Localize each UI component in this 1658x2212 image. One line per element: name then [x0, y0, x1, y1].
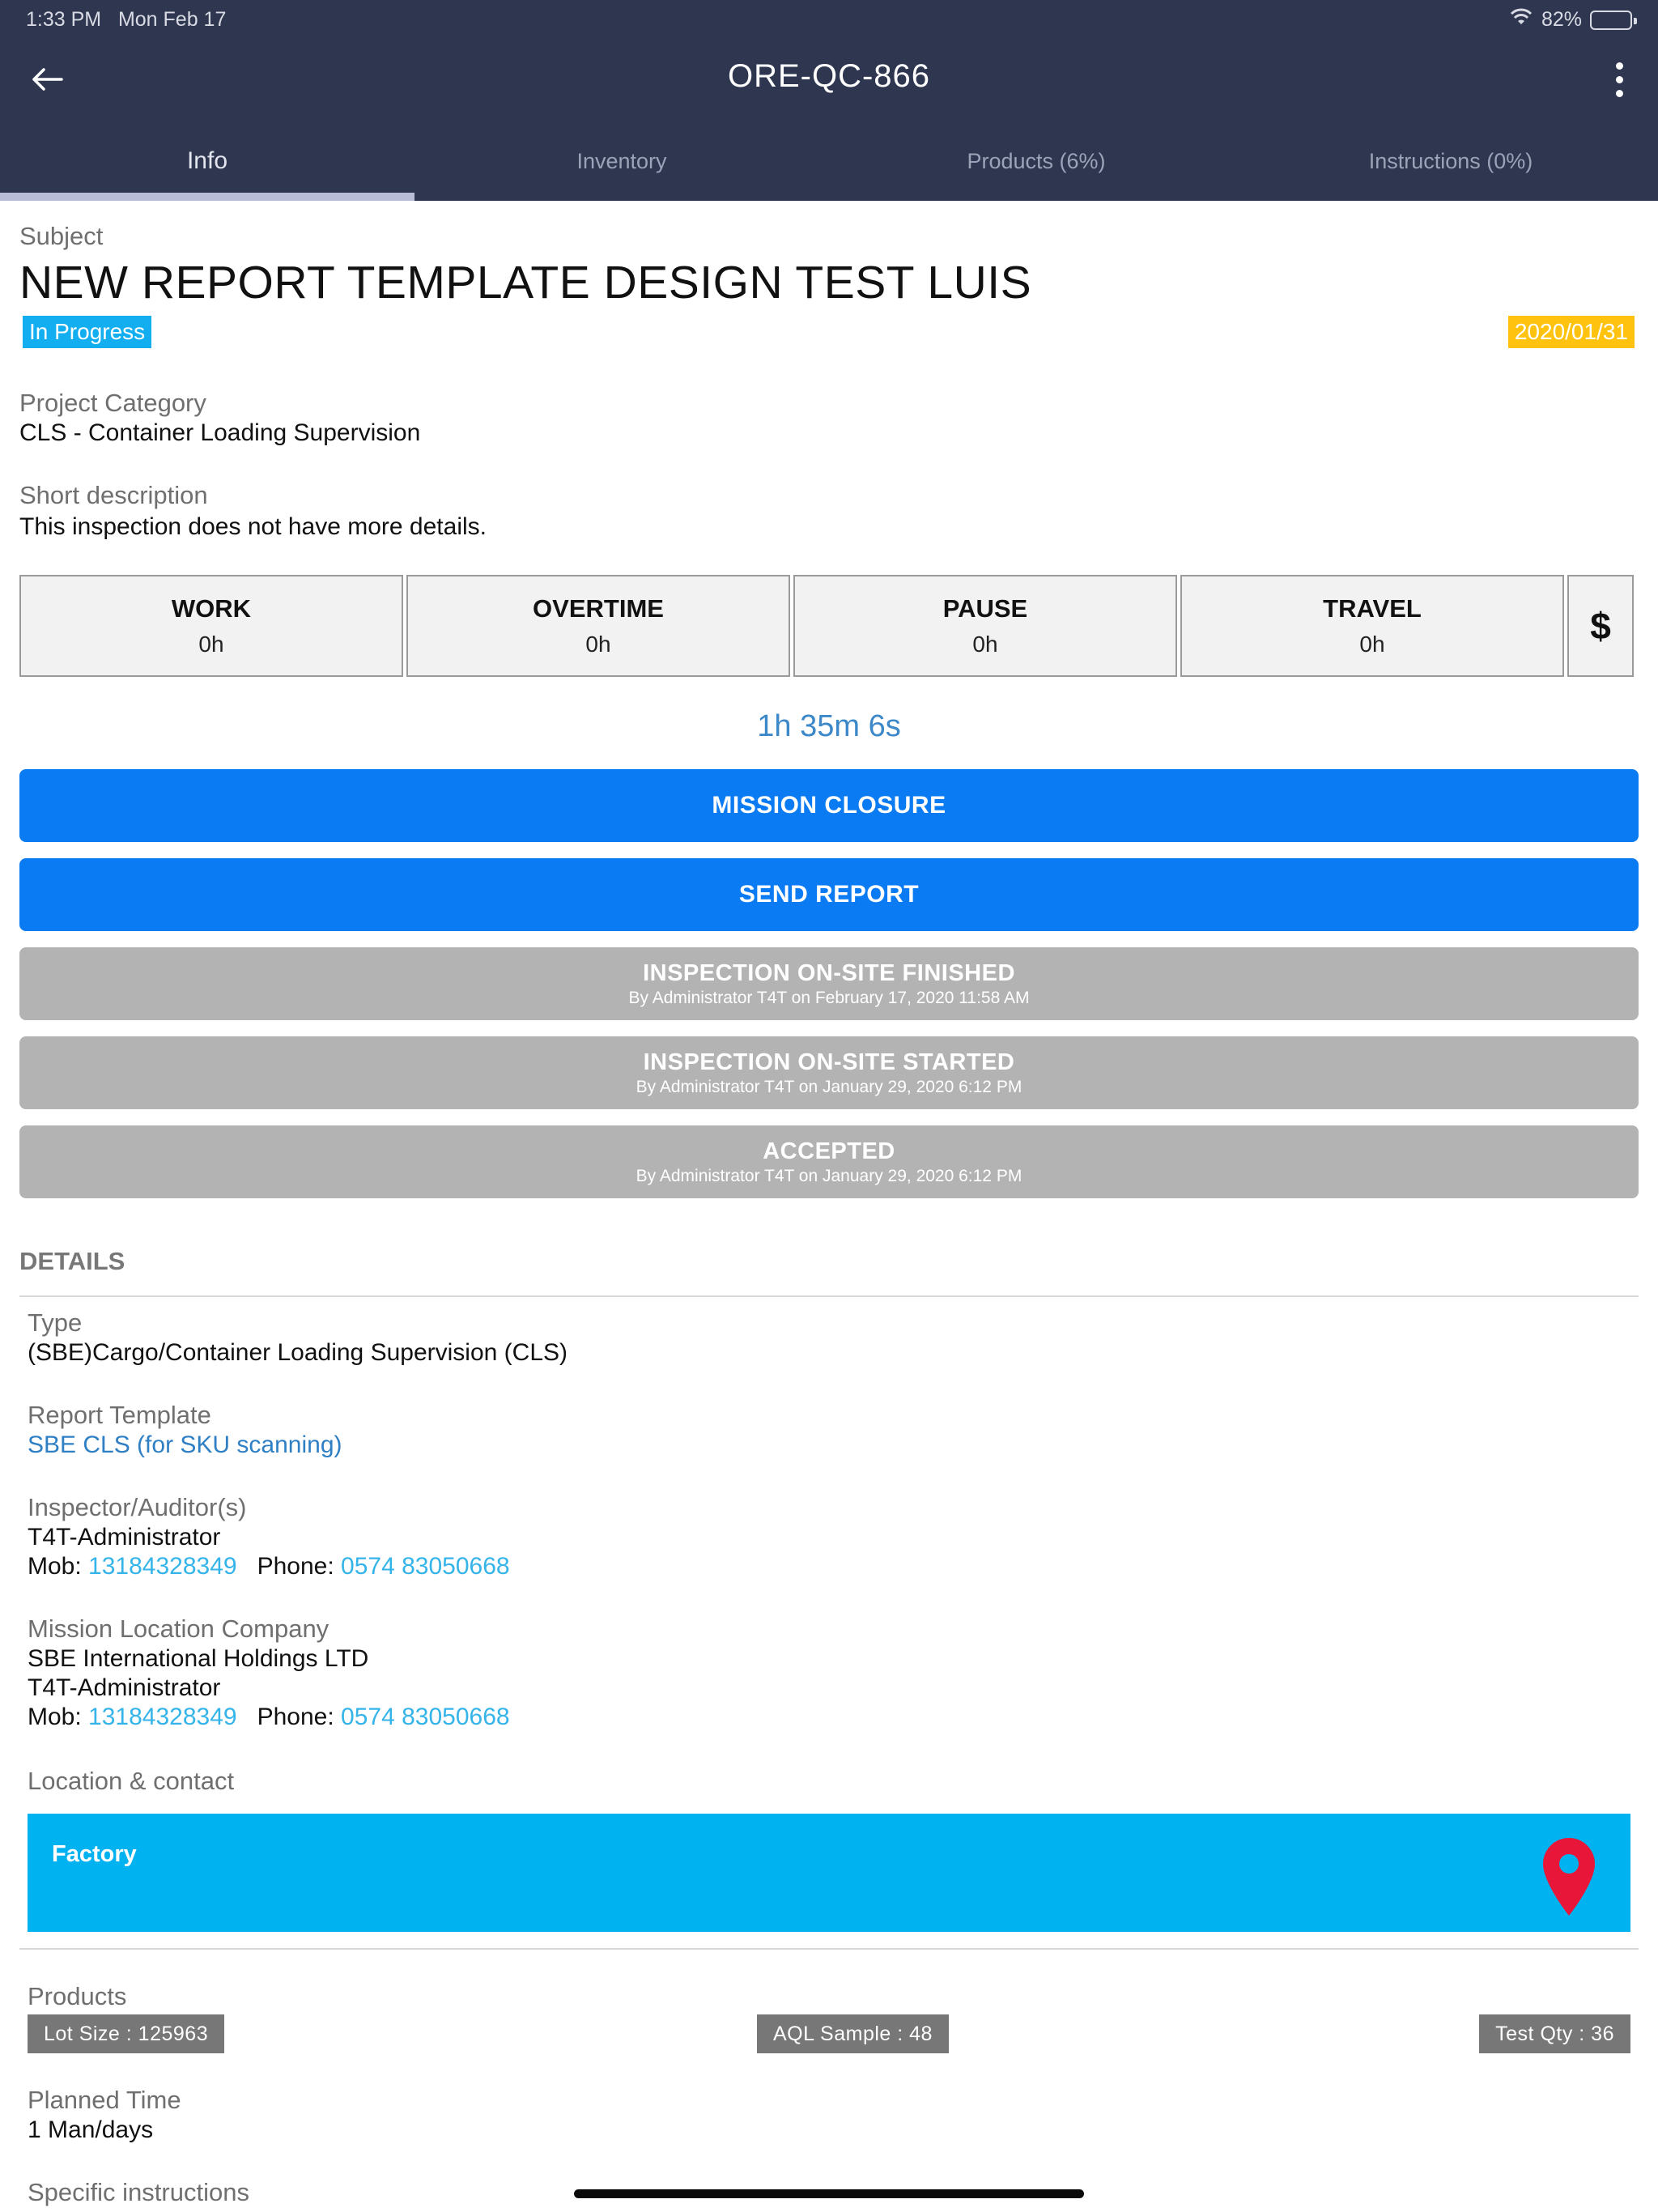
status-badge: In Progress: [23, 316, 151, 348]
time-box-pause[interactable]: [793, 575, 1177, 677]
home-indicator[interactable]: [574, 2189, 1084, 2198]
test-qty-chip: Test Qty : 36: [1479, 2014, 1630, 2053]
more-vertical-icon-dot: [1616, 62, 1623, 70]
time-box-value: 0h: [972, 632, 998, 657]
mob-label: Mob:: [28, 1704, 82, 1730]
mission-closure-button[interactable]: MISSION CLOSURE: [19, 769, 1639, 842]
mission-location-contact: [28, 1704, 510, 1731]
map-pin-icon[interactable]: [1540, 1836, 1598, 1921]
report-template-label: Report Template: [28, 1401, 211, 1429]
location-contact-label: Location & contact: [28, 1767, 235, 1795]
status-bar: [0, 0, 1658, 37]
inspector-name: T4T-Administrator: [28, 1524, 221, 1551]
history-item-subtitle: By Administrator T4T on February 17, 2020 11:58 AM: [628, 988, 1030, 1007]
app-header: [0, 0, 1658, 201]
more-vertical-icon-dot: [1616, 76, 1623, 83]
mob-label: Mob:: [28, 1553, 82, 1580]
factory-location-card[interactable]: [28, 1814, 1630, 1932]
history-item-title: INSPECTION ON-SITE STARTED: [643, 1049, 1015, 1075]
factory-label: Factory: [52, 1841, 137, 1867]
status-date: Mon Feb 17: [117, 8, 227, 31]
phone-label: Phone:: [257, 1704, 334, 1730]
report-template-link[interactable]: SBE CLS (for SKU scanning): [28, 1431, 342, 1458]
time-box-overtime[interactable]: [406, 575, 790, 677]
time-box-value: 0h: [585, 632, 611, 657]
specific-instructions-label: Specific instructions: [28, 2178, 249, 2206]
tab-inventory[interactable]: Inventory: [576, 148, 667, 173]
time-box-value: 0h: [198, 632, 224, 657]
inspector-contact: [28, 1553, 510, 1580]
type-value: (SBE)Cargo/Container Loading Supervision (CLS): [28, 1339, 568, 1366]
status-time: 1:33 PM: [26, 8, 102, 31]
battery-tip: [1634, 18, 1637, 24]
short-description-label: Short description: [19, 481, 208, 509]
time-box-name: OVERTIME: [533, 594, 664, 623]
status-right: [1509, 8, 1632, 32]
details-divider: [19, 1295, 1639, 1297]
type-label: Type: [28, 1308, 83, 1337]
phone-number-link[interactable]: 0574 83050668: [341, 1553, 510, 1580]
details-heading: DETAILS: [19, 1247, 125, 1275]
mission-location-company: SBE International Holdings LTD: [28, 1645, 369, 1672]
tab-products[interactable]: Products (6%): [967, 148, 1106, 173]
phone-label: Phone:: [257, 1553, 334, 1580]
time-box-name: TRAVEL: [1323, 594, 1422, 623]
history-item-title: ACCEPTED: [763, 1138, 895, 1164]
history-item-accepted[interactable]: [19, 1125, 1639, 1198]
short-description-value: This inspection does not have more details.: [19, 513, 487, 540]
more-options-button[interactable]: [1603, 55, 1635, 104]
lot-size-chip: Lot Size : 125963: [28, 2014, 224, 2053]
top-bar: [0, 37, 1658, 121]
tab-bar: [0, 121, 1658, 201]
tab-instructions[interactable]: Instructions (0%): [1368, 148, 1533, 173]
more-vertical-icon-dot: [1616, 90, 1623, 97]
time-box-value: 0h: [1359, 632, 1385, 657]
project-category-label: Project Category: [19, 389, 206, 417]
planned-time-value: 1 Man/days: [28, 2116, 154, 2143]
products-label: Products: [28, 1982, 127, 2010]
subject-label: Subject: [19, 222, 104, 250]
mob-number-link[interactable]: 13184328349: [88, 1704, 237, 1730]
history-item-started[interactable]: [19, 1036, 1639, 1109]
due-date-badge: 2020/01/31: [1508, 316, 1635, 348]
mission-location-label: Mission Location Company: [28, 1614, 329, 1643]
battery-icon: [1590, 11, 1632, 30]
expenses-button[interactable]: $: [1567, 575, 1634, 677]
page-title: ORE-QC-866: [727, 58, 931, 94]
time-box-work[interactable]: [19, 575, 403, 677]
battery-percent: 82%: [1541, 8, 1582, 31]
phone-number-link[interactable]: 0574 83050668: [341, 1704, 510, 1730]
mob-number-link[interactable]: 13184328349: [88, 1553, 237, 1580]
inspector-label: Inspector/Auditor(s): [28, 1493, 247, 1521]
elapsed-timer: 1h 35m 6s: [757, 709, 901, 743]
send-report-button[interactable]: SEND REPORT: [19, 858, 1639, 931]
time-box-name: PAUSE: [942, 594, 1028, 623]
history-item-subtitle: By Administrator T4T on January 29, 2020 6:12 PM: [636, 1166, 1022, 1185]
project-category-value: CLS - Container Loading Supervision: [19, 419, 421, 446]
tab-info[interactable]: Info: [0, 121, 414, 201]
time-tracking-row: [19, 575, 1639, 677]
products-divider: [19, 1948, 1639, 1950]
history-item-subtitle: By Administrator T4T on January 29, 2020 6:12 PM: [636, 1077, 1022, 1096]
aql-sample-chip: AQL Sample : 48: [757, 2014, 949, 2053]
mission-location-name: T4T-Administrator: [28, 1674, 221, 1701]
time-box-name: WORK: [171, 594, 252, 623]
history-item-finished[interactable]: [19, 947, 1639, 1020]
subject-title: NEW REPORT TEMPLATE DESIGN TEST LUIS: [19, 257, 1032, 308]
wifi-icon: [1509, 8, 1533, 32]
history-item-title: INSPECTION ON-SITE FINISHED: [643, 959, 1015, 986]
status-time-date: [26, 8, 226, 32]
planned-time-label: Planned Time: [28, 2086, 181, 2114]
time-box-travel[interactable]: [1180, 575, 1564, 677]
